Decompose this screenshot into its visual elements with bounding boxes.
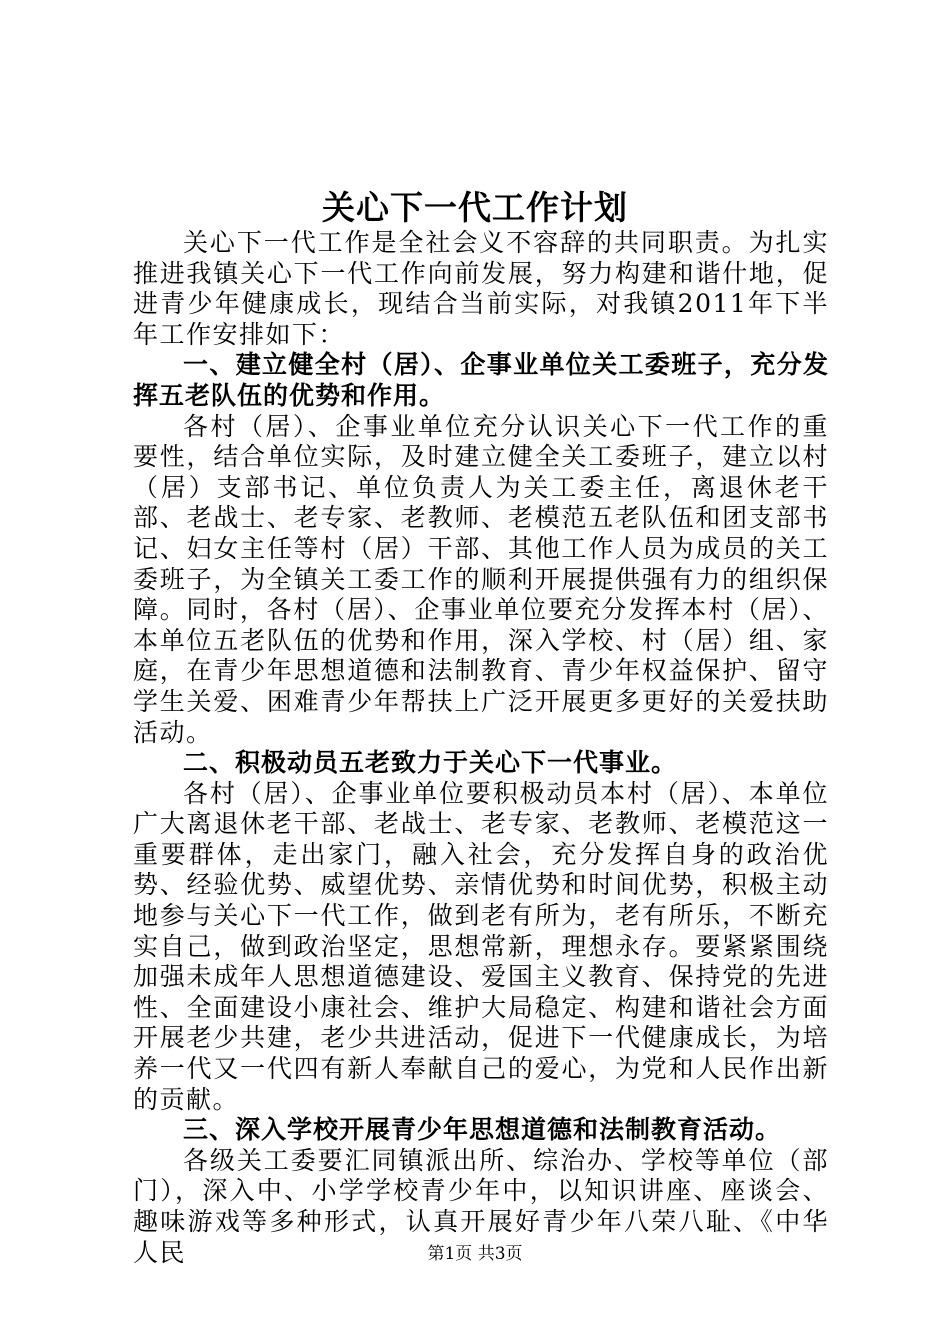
section-heading-3: 三、深入学校开展青少年思想道德和法制教育活动。 — [183, 1115, 782, 1145]
section-heading-2: 二、积极动员五老致力于关心下一代事业。 — [183, 748, 678, 778]
section-1-paragraph: 各村（居）、企事业单位充分认识关心下一代工作的重要性，结合单位实际，及时建立健全关工委班子，建立以村（居）支部书记、单位负责人为关工委主任，离退休老干部、老战士、老专家、老教师、老模范五老队伍和团支部书记、妇女主任等村（居）干部、其他工作人员为成员的关工委班子，为全镇关工委工作的顺利开展提供强有力的组织保障。同时，各村（居）、企事业单位要充分发挥本村（居）、本单位五老队伍的优势和作用，深入学校、村（居）组、家庭，在青少年思想道德和法制教育、青少年权益保护、留守学生关爱、困难青少年帮扶上广泛开展更多更好的关爱扶助活动。 — [133, 411, 829, 747]
document-title: 关心下一代工作计划 — [322, 188, 628, 227]
intro-paragraph: 关心下一代工作是全社会义不容辞的共同职责。为扎实推进我镇关心下一代工作向前发展，努力构建和谐什地，促进青少年健康成长，现结合当前实际，对我镇2011年下半年工作安排如下： — [133, 228, 829, 349]
section-heading-1: 一、建立健全村（居）、企事业单位关工委班子，充分发挥五老队伍的优势和作用。 — [133, 350, 829, 410]
section-2-paragraph: 各村（居）、企事业单位要积极动员本村（居）、本单位广大离退休老干部、老战士、老专家、老教师、老模范这一重要群体，走出家门，融入社会，充分发挥自身的政治优势、经验优势、威望优势、亲情优势和时间优势，积极主动地参与关心下一代工作，做到老有所为，老有所乐，不断充实自己，做到政治坚定，思想常新，理想永存。要紧紧围绕加强未成年人思想道德建设、爱国主义教育、保持党的先进性、全面建设小康社会、维护大局稳定、构建和谐社会方面开展老少共建，老少共进活动，促进下一代健康成长，为培养一代又一代四有新人奉献自己的爱心，为党和人民作出新的贡献。 — [133, 778, 829, 1114]
document-body — [133, 228, 829, 1268]
section-3-paragraph: 各级关工委要汇同镇派出所、综治办、学校等单位（部门），深入中、小学学校青少年中，以知识讲座、座谈会、趣味游戏等多种形式，认真开展好青少年八荣八耻、《中华人民 — [133, 1145, 829, 1267]
page-number-footer: 第1页 共3页 — [427, 1244, 523, 1264]
